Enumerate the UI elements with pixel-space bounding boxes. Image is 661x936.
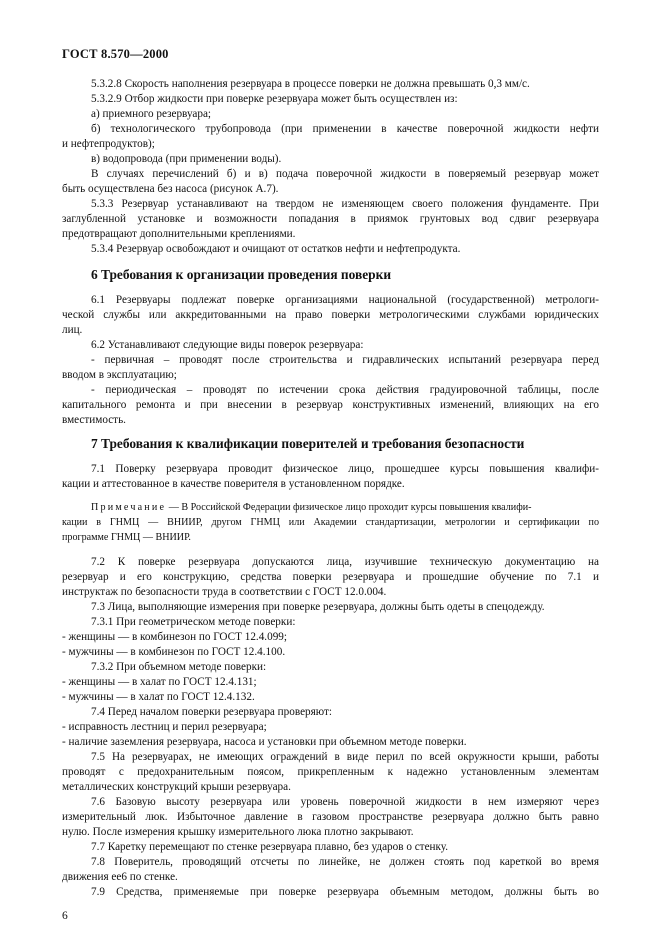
text-line: вместимость. (62, 414, 126, 426)
text-line: и нефтепродуктов); (62, 138, 155, 150)
text-line: измерительный люк. Избыточное давление в газовом пространстве резервуара должно быть равно (62, 811, 599, 823)
text-line: кации и аттестованное в качестве поверителя в установленном порядке. (62, 478, 405, 490)
note-line (62, 502, 599, 514)
text-line: 7.6 Базовую высоту резервуара или уровень поверочной жидкости в нем измеряют через (91, 796, 599, 808)
text-line: 7.9 Средства, применяемые при поверке резервуара объемным методом, должны быть во (91, 886, 599, 898)
note-line: кации в ГНМЦ — ВНИИР, другом ГНМЦ или Академии стандартизации, метрологии и сертификации по (62, 517, 599, 528)
list-item: - женщины — в комбинезон по ГОСТ 12.4.099; (62, 631, 287, 643)
text-line: - первичная – проводят после строительства и гидравлических испытаний резервуара перед (91, 354, 599, 366)
document-header: ГОСТ 8.570—2000 (62, 47, 169, 61)
text-line: 5.3.2.9 Отбор жидкости при поверке резервуара может быть осуществлен из: (91, 93, 458, 105)
text-line: в) водопровода (при применении воды). (91, 153, 282, 165)
text-line: б) технологического трубопровода (при применении в качестве поверочной жидкости нефти (91, 123, 599, 135)
text-line: инструктаж по безопасности труда в соответствии с ГОСТ 12.0.004. (62, 586, 387, 598)
section-heading: 7 Требования к квалификации поверителей и требования безопасности (91, 436, 525, 451)
list-item: - мужчины — в комбинезон по ГОСТ 12.4.100. (62, 646, 286, 658)
list-item: - наличие заземления резервуара, насоса и установки при объемном методе поверки. (62, 736, 467, 748)
text-line: 7.1 Поверку резервуара проводит физическое лицо, прошедшее курсы повышения квалифи- (91, 463, 599, 475)
text-line: лиц. (62, 324, 83, 336)
text-line: 7.4 Перед началом поверки резервуара проверяют: (91, 706, 332, 718)
text-line: а) приемного резервуара; (91, 108, 212, 120)
note-line: программе ГНМЦ — ВНИИР. (62, 532, 191, 543)
page-number: 6 (62, 910, 68, 922)
text-line: 7.3.1 При геометрическом методе поверки: (91, 616, 296, 628)
text-line: 7.3.2 При объемном методе поверки: (91, 661, 267, 673)
text-line: проводят с предохранительным поясом, прикрепленным к надежно установленным элементам (62, 766, 599, 778)
text-line: 7.5 На резервуарах, не имеющих ограждений в виде перил по всей окружности крыши, работы (91, 751, 599, 763)
text-line: - периодическая – проводят по истечении срока действия градуировочной таблицы, после (91, 384, 599, 396)
text-line: резервуар и его конструкцию, средства поверки резервуара и прошедшие обучение по 7.1 и (62, 571, 599, 583)
text-line: нулю. После измерения крышку измерительного люка плотно закрывают. (62, 826, 414, 838)
text-line: быть осуществлена без насоса (рисунок А.7). (62, 183, 279, 195)
text-line: металлических конструкций крыши резервуара. (62, 781, 291, 793)
text-line: 7.2 К поверке резервуара допускаются лица, изучившие техническую документацию на (91, 556, 599, 568)
text-line: 7.3 Лица, выполняющие измерения при поверке резервуара, должны быть одеты в спецодежду. (91, 601, 545, 613)
list-item: - исправность лестниц и перил резервуара; (62, 721, 267, 733)
text-line: В случаях перечислений б) и в) подача поверочной жидкости в поверяемый резервуар может (91, 168, 599, 180)
text-line: 7.7 Каретку перемещают по стенке резервуара плавно, без ударов о стенку. (91, 841, 449, 853)
note-text: — В Российской Федерации физическое лицо проходит курсы повышения квалифи- (166, 502, 532, 513)
text-line: капитального ремонта и при внесении в резервуар конструктивных изменений, влияющих на его (62, 399, 599, 411)
text-line: ческой службы или аккредитованными на право поверки метрологическими службами юридических (62, 309, 599, 321)
text-line: движения ее6 по стенке. (62, 871, 178, 883)
text-line: 7.8 Поверитель, проводящий отсчеты по линейке, не должен стоять под кареткой во время (91, 856, 599, 868)
list-item: - женщины — в халат по ГОСТ 12.4.131; (62, 676, 257, 688)
text-line: предотвращают дополнительными креплениями. (62, 228, 296, 240)
text-line: 6.2 Устанавливают следующие виды поверок резервуара: (91, 339, 364, 351)
text-line: заглубленной установке и возможности попадания в приямок грунтовых вод сдвиг резервуара (62, 213, 599, 225)
section-heading: 6 Требования к организации проведения поверки (91, 267, 392, 282)
text-line: 6.1 Резервуары подлежат поверке организациями национальной (государственной) метрологи- (91, 294, 599, 306)
text-line: вводом в эксплуатацию; (62, 369, 177, 381)
text-line: 5.3.3 Резервуар устанавливают на твердом не изменяющем своего положения фундаменте. При (91, 198, 599, 210)
text-line: 5.3.2.8 Скорость наполнения резервуара в процессе поверки не должна превышать 0,3 мм/с. (91, 78, 530, 90)
note-label: Примечание (91, 502, 167, 513)
text-line: 5.3.4 Резервуар освобождают и очищают от остатков нефти и нефтепродукта. (91, 243, 461, 255)
list-item: - мужчины — в халат по ГОСТ 12.4.132. (62, 691, 255, 703)
